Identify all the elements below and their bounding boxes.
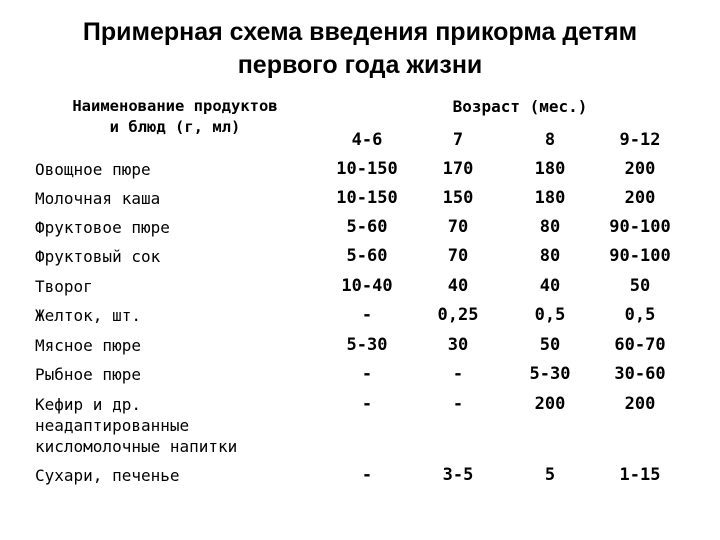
value-7: 3-5 [442,465,474,485]
value-8: 5 [544,465,556,485]
value-9-12: 1-15 [619,465,661,485]
title-line-1: Примерная схема введения прикорма детям [82,18,638,46]
value-8: 40 [539,276,561,296]
value-4-6: 5-60 [346,246,388,266]
product-name: Творог [35,277,93,296]
page-title [0,16,720,82]
value-4-6: - [361,305,373,325]
header-product: Наименование продуктов и блюд (г, мл) [72,97,278,136]
product-name: Фруктовое пюре [35,218,170,237]
value-7: 150 [442,188,474,208]
title-line-2: первого года жизни [237,51,483,79]
value-9-12: 200 [624,394,656,414]
product-name: Сухари, печенье [35,466,180,485]
value-7: - [452,394,464,414]
value-8: 50 [539,335,561,355]
product-name: Кефир и др. неадаптированные кисломолочные напитки [35,395,238,456]
column-header-4-6: 4-6 [351,130,383,150]
product-name: Мясное пюре [35,336,141,355]
value-4-6: 10-150 [336,188,398,208]
value-7: 70 [447,246,469,266]
value-9-12: 90-100 [609,217,671,237]
value-9-12: 60-70 [614,335,666,355]
product-name: Фруктовый сок [35,247,161,266]
value-9-12: 200 [624,188,656,208]
value-4-6: - [361,364,373,384]
value-4-6: 5-30 [346,335,388,355]
value-7: 170 [442,159,474,179]
value-4-6: 10-40 [341,276,393,296]
value-4-6: - [361,394,373,414]
value-7: 40 [447,276,469,296]
value-4-6: 10-150 [336,159,398,179]
product-name: Рыбное пюре [35,365,141,384]
column-header-8: 8 [544,130,556,150]
value-7: 70 [447,217,469,237]
value-4-6: - [361,465,373,485]
value-9-12: 90-100 [609,246,671,266]
value-9-12: 50 [629,276,651,296]
product-name: Молочная каша [35,189,161,208]
product-name: Овощное пюре [35,160,151,179]
column-header-7: 7 [452,130,464,150]
value-8: 200 [534,394,566,414]
header-age: Возраст (мес.) [452,97,588,116]
value-7: - [452,364,464,384]
value-8: 180 [534,159,566,179]
value-8: 180 [534,188,566,208]
value-8: 5-30 [529,364,571,384]
value-8: 0,5 [534,305,566,325]
value-7: 0,25 [437,305,479,325]
value-8: 80 [539,217,561,237]
value-9-12: 30-60 [614,364,666,384]
value-4-6: 5-60 [346,217,388,237]
value-8: 80 [539,246,561,266]
value-9-12: 200 [624,159,656,179]
value-9-12: 0,5 [624,305,656,325]
product-name: Желток, шт. [35,306,141,325]
column-header-9-12: 9-12 [619,130,661,150]
value-7: 30 [447,335,469,355]
